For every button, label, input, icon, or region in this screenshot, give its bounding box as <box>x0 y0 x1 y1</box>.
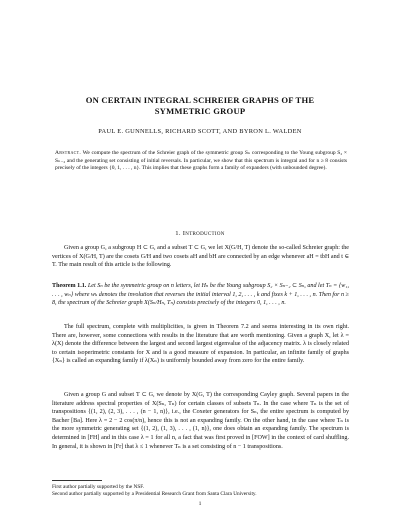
intro-paragraph: Given a group G, a subgroup H ⊂ G, and a subset T ⊂ G, we let X(G/H, T) denote the so-called Schreier graph: the vertices of X(G/H, T) are the cosets G/H and two cosets aH and bH are connected by an edge whenever aH = tbH and t ∈ T. The main result of this article is the following. <box>52 245 349 269</box>
theorem-label: Theorem 1.1. <box>52 283 87 289</box>
body-paragraph-3: Given a group G and subset T ⊂ G, we denote by X(G, T) the corresponding Cayley graph. Several papers in the literature address spectral properties of X(Sₙ, Tₙ) for certain classes of subsets Tₙ. In the case where Tₙ is the set of transpositions {(1, 2), (2, 3), . . . , (n − 1, n)}, i.e., the Coxeter generators for Sₙ, the entire spectrum is computed by Bacher [Ba]. Here λ = 2 − 2 cos(π/n), hence this is not an expanding family. On the other hand, in the case where Tₙ is the more symmetric generating set {(1, 2), (1, 3), . . . , (1, n)}, one does obtain an expanding family. The spectrum is determined in [FH] and in this case λ = 1 for all n, a fact that was first proved in [FOW] in the context of card shuffling. In general, it is shown in [Fr] that λ ≤ 1 whenever Tₙ is a set consisting of n − 1 transpositions. <box>52 392 349 450</box>
section-heading: 1. Introduction <box>175 230 225 237</box>
body-paragraph-2: The full spectrum, complete with multiplicities, is given in Theorem 7.2 and seems interesting in its own right. There are, however, some connections with results in the literature that are worth mentioning. Given a graph X, let λ = λ(X) denote the difference between the largest and second largest eigenvalue of the adjacency matrix. λ is closely related to certain isoperimetric constants for X and is a good measure of expansion. In particular, an infinite family of graphs {Xₙ} is called an expanding family if λ(Xₙ) is uniformly bounded away from zero for the entire family. <box>52 324 349 365</box>
footnote-2: Second author partially supported by a Presidential Research Grant from Santa Clara University. <box>52 491 257 497</box>
title-line-2: SYMMETRIC GROUP <box>154 106 246 116</box>
page-number: 1 <box>198 501 202 507</box>
footnote-rule <box>52 480 102 481</box>
author-list: PAUL E. GUNNELLS, RICHARD SCOTT, AND BYRON L. WALDEN <box>98 128 302 135</box>
paper-title <box>40 95 360 117</box>
abstract-label: Abstract. <box>55 150 82 156</box>
title-line-1: ON CERTAIN INTEGRAL SCHREIER GRAPHS OF THE <box>85 95 315 105</box>
theorem-block <box>52 282 349 308</box>
abstract-text: We compute the spectrum of the Schreier graph of the symmetric group Sₙ corresponding to the Young subgroup S₂ × Sₙ₋₂ and the generating set consisting of initial reversals. In particular, we show that this spectrum is integral and for n ≥ 8 consists precisely of the integers {0, 1, . . . , n}. This implies that these graphs form a family of expanders (with unbounded degree). <box>55 150 347 172</box>
abstract <box>55 150 347 173</box>
footnote-1: First author partially supported by the NSF. <box>52 484 145 490</box>
theorem-text: Let Sₙ be the symmetric group on n letters, let Hₙ be the Young subgroup S₂ × Sₙ₋₂ ⊂ Sₙ, and let Tₙ = {w₁, . . . , wₙ} where wₖ denotes the involution that reverses the initial interval 1, 2, . . . , k and fixes k + 1, . . . , n. Then for n ≥ 8, the spectrum of the Schreier graph X(Sₙ/Hₙ, Tₙ) consists precisely of the integers 0, 1, . . . , n. <box>52 283 349 307</box>
